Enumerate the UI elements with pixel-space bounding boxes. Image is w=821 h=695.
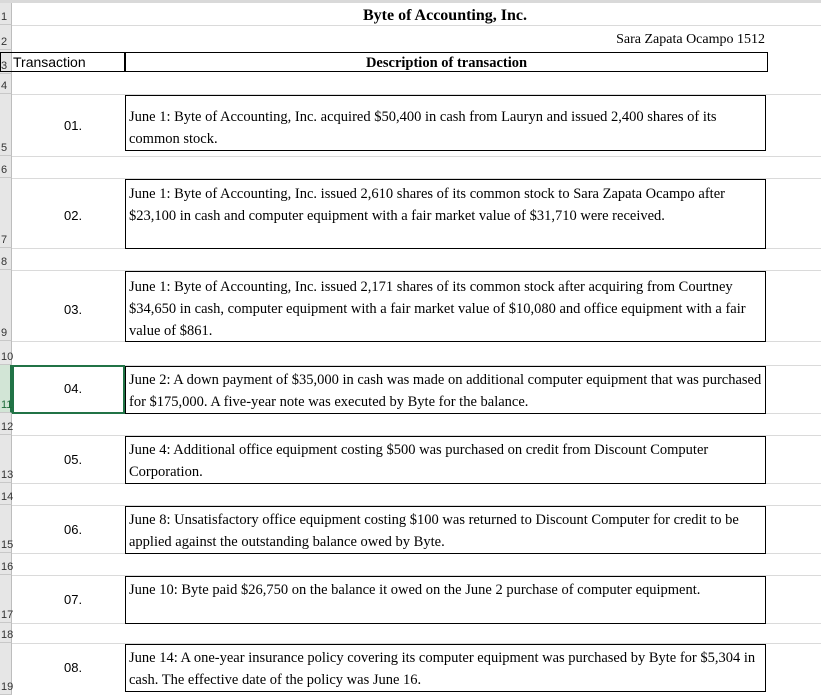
transaction-description[interactable]: June 8: Unsatisfactory office equipment costing $100 was returned to Discount Computer for credit to be applied against the outstanding balance owed by Byte. bbox=[125, 506, 766, 554]
sheet-title[interactable]: Byte of Accounting, Inc. bbox=[363, 7, 527, 24]
row-header-9[interactable]: 9 bbox=[0, 270, 12, 341]
row-header-7[interactable]: 7 bbox=[0, 178, 12, 248]
row-header-10[interactable]: 10 bbox=[0, 341, 12, 365]
gridline bbox=[12, 25, 821, 26]
row-header-11[interactable]: 11 bbox=[0, 365, 12, 413]
transaction-number[interactable]: 06. bbox=[64, 522, 83, 537]
transaction-number[interactable]: 03. bbox=[64, 302, 83, 317]
transaction-description[interactable]: June 1: Byte of Accounting, Inc. issued 2,610 shares of its common stock to Sara Zapata Ocampo after $23,100 in cash and computer equipment with a fair market value of $31,710 were received. bbox=[125, 179, 766, 249]
transaction-description[interactable]: June 14: A one-year insurance policy covering its computer equipment was purchased by Byte for $5,304 in cash. The effective date of the policy was June 16. bbox=[125, 644, 766, 692]
author-id-cell[interactable]: Sara Zapata Ocampo 1512 bbox=[616, 32, 765, 47]
row-header-4[interactable]: 4 bbox=[0, 74, 12, 94]
row-header-14[interactable]: 14 bbox=[0, 483, 12, 505]
gridline bbox=[12, 156, 821, 157]
row-header-6[interactable]: 6 bbox=[0, 156, 12, 178]
transaction-number[interactable]: 07. bbox=[64, 592, 83, 607]
description-column-header[interactable]: Description of transaction bbox=[125, 52, 768, 72]
row-header-15[interactable]: 15 bbox=[0, 505, 12, 553]
row-header-1[interactable]: 1 bbox=[0, 3, 12, 25]
transaction-number[interactable]: 05. bbox=[64, 452, 83, 467]
row-header-3[interactable]: 3 bbox=[0, 50, 12, 74]
transaction-description[interactable]: June 1: Byte of Accounting, Inc. issued 2,171 shares of its common stock after acquiring from Courtney $34,650 in cash, computer equipment with a fair market value of $10,080 and office equipment with a fair value of $861. bbox=[125, 271, 766, 342]
row-header-19[interactable]: 19 bbox=[0, 643, 12, 695]
transaction-column-header[interactable]: Transaction bbox=[0, 52, 125, 72]
row-header-17[interactable]: 17 bbox=[0, 575, 12, 623]
transaction-number[interactable]: 02. bbox=[64, 208, 83, 223]
transaction-description[interactable]: June 1: Byte of Accounting, Inc. acquired $50,400 in cash from Lauryn and issued 2,400 shares of its common stock. bbox=[125, 95, 766, 151]
transaction-number[interactable]: 08. bbox=[64, 660, 83, 675]
row-header-5[interactable]: 5 bbox=[0, 94, 12, 156]
transaction-description[interactable]: June 2: A down payment of $35,000 in cash was made on additional computer equipment that was purchased for $175,000. A five-year note was executed by Byte for the balance. bbox=[125, 366, 766, 414]
row-header-2[interactable]: 2 bbox=[0, 25, 12, 50]
transaction-description[interactable]: June 4: Additional office equipment costing $500 was purchased on credit from Discount Computer Corporation. bbox=[125, 436, 766, 484]
row-header-12[interactable]: 12 bbox=[0, 413, 12, 435]
transaction-description[interactable]: June 10: Byte paid $26,750 on the balance it owed on the June 2 purchase of computer equipment. bbox=[125, 576, 766, 624]
row-header-13[interactable]: 13 bbox=[0, 435, 12, 483]
row-header-8[interactable]: 8 bbox=[0, 248, 12, 270]
row-header-16[interactable]: 16 bbox=[0, 553, 12, 575]
top-border bbox=[0, 0, 821, 3]
transaction-number[interactable]: 04. bbox=[64, 381, 83, 396]
row-header-18[interactable]: 18 bbox=[0, 623, 12, 643]
transaction-number[interactable]: 01. bbox=[64, 118, 83, 133]
